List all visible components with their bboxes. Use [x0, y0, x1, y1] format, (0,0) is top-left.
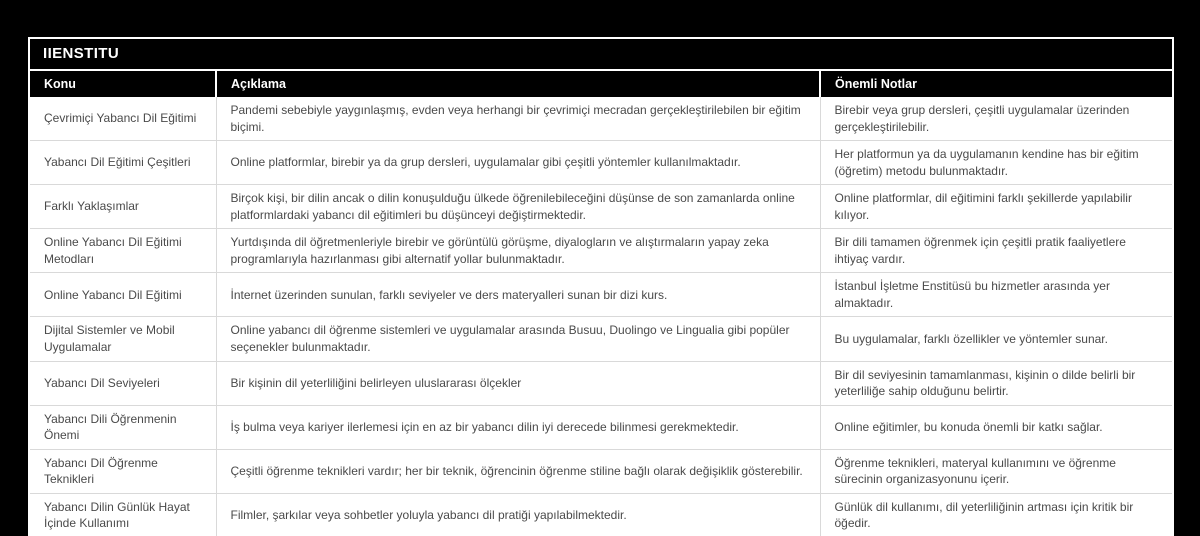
- cell-aciklama: Birçok kişi, bir dilin ancak o dilin konuşulduğu ülkede öğrenilebileceğini düşünse de son zamanlarda online platformlardaki yabancı dil eğitimleri bu düşünceyi değiştirmektedir.: [216, 185, 820, 229]
- cell-konu: Yabancı Dil Eğitimi Çeşitleri: [30, 141, 216, 185]
- table-row: [30, 361, 1172, 405]
- table-row: [30, 185, 1172, 229]
- cell-notlar: Günlük dil kullanımı, dil yeterliliğinin artması için kritik bir öğedir.: [820, 493, 1172, 536]
- table-row: [30, 493, 1172, 536]
- column-header-konu: Konu: [30, 71, 216, 97]
- cell-aciklama: İnternet üzerinden sunulan, farklı seviyeler ve ders materyalleri sunan bir dizi kurs.: [216, 273, 820, 317]
- cell-aciklama: Filmler, şarkılar veya sohbetler yoluyla yabancı dil pratiği yapılabilmektedir.: [216, 493, 820, 536]
- table-row: [30, 141, 1172, 185]
- cell-konu: Çevrimiçi Yabancı Dil Eğitimi: [44, 111, 197, 126]
- cell-aciklama: Pandemi sebebiyle yaygınlaşmış, evden veya herhangi bir çevrimiçi mecradan gerçekleştirilebilen bir eğitim biçimi.: [216, 97, 820, 141]
- cell-aciklama: Yurtdışında dil öğretmenleriyle birebir ve görüntülü görüşme, diyalogların ve alıştırmaların yapay zeka programlarıyla hazırlanması gibi alternatif yollar bulunmaktadır.: [216, 229, 820, 273]
- column-header-onemli-notlar: Önemli Notlar: [820, 71, 1172, 97]
- column-header-aciklama: Açıklama: [216, 71, 820, 97]
- cell-aciklama: Bir kişinin dil yeterliliğini belirleyen uluslararası ölçekler: [216, 361, 820, 405]
- cell-notlar: Online platformlar, dil eğitimini farklı şekillerde yapılabilir kılıyor.: [820, 185, 1172, 229]
- cell-konu: Yabancı Dilin Günlük Hayat İçinde Kullanımı: [30, 493, 216, 536]
- table-row: [30, 97, 1172, 141]
- cell-konu: Yabancı Dil Seviyeleri: [30, 361, 216, 405]
- cell-notlar: Öğrenme teknikleri, materyal kullanımını ve öğrenme sürecinin organizasyonunu içerir.: [820, 449, 1172, 493]
- table-row: [30, 405, 1172, 449]
- cell-notlar: Bir dil seviyesinin tamamlanması, kişinin o dilde belirli bir yeterliliğe sahip olduğunu belirtir.: [820, 361, 1172, 405]
- cell-notlar: Online eğitimler, bu konuda önemli bir katkı sağlar.: [820, 405, 1172, 449]
- cell-notlar: İstanbul İşletme Enstitüsü bu hizmetler arasında yer almaktadır.: [820, 273, 1172, 317]
- cell-aciklama: Online yabancı dil öğrenme sistemleri ve uygulamalar arasında Busuu, Duolingo ve Lingualia gibi popüler seçenekler bulunmaktadır.: [216, 317, 820, 361]
- info-table: [30, 71, 1172, 536]
- cell-konu: Yabancı Dili Öğrenmenin Önemi: [30, 405, 216, 449]
- table-row: [30, 317, 1172, 361]
- cell-konu: Yabancı Dil Öğrenme Teknikleri: [30, 449, 216, 493]
- cell-konu: Online Yabancı Dil Eğitimi: [30, 273, 216, 317]
- brand-header: [30, 39, 1172, 71]
- content-card: [28, 37, 1174, 536]
- cell-notlar: Bu uygulamalar, farklı özellikler ve yöntemler sunar.: [820, 317, 1172, 361]
- table-row: [30, 273, 1172, 317]
- cell-aciklama: İş bulma veya kariyer ilerlemesi için en az bir yabancı dilin iyi derecede bilinmesi gerekmektedir.: [216, 405, 820, 449]
- cell-notlar: Bir dili tamamen öğrenmek için çeşitli pratik faaliyetlere ihtiyaç vardır.: [820, 229, 1172, 273]
- cell-konu: Online Yabancı Dil Eğitimi Metodları: [30, 229, 216, 273]
- brand-title: IIENSTITU: [43, 45, 120, 62]
- cell-konu: Dijital Sistemler ve Mobil Uygulamalar: [30, 317, 216, 361]
- cell-aciklama: Çeşitli öğrenme teknikleri vardır; her bir teknik, öğrencinin öğrenme stiline bağlı olarak değişiklik gösterebilir.: [216, 449, 820, 493]
- table-row: [30, 229, 1172, 273]
- cell-notlar: Birebir veya grup dersleri, çeşitli uygulamalar üzerinden gerçekleştirilebilir.: [820, 97, 1172, 141]
- cell-aciklama: Online platformlar, birebir ya da grup dersleri, uygulamalar gibi çeşitli yöntemler kullanılmaktadır.: [216, 141, 820, 185]
- table-header-row: [30, 71, 1172, 97]
- table-row: [30, 449, 1172, 493]
- cell-konu: Farklı Yaklaşımlar: [30, 185, 216, 229]
- cell-notlar: Her platformun ya da uygulamanın kendine has bir eğitim (öğretim) metodu bulunmaktadır.: [820, 141, 1172, 185]
